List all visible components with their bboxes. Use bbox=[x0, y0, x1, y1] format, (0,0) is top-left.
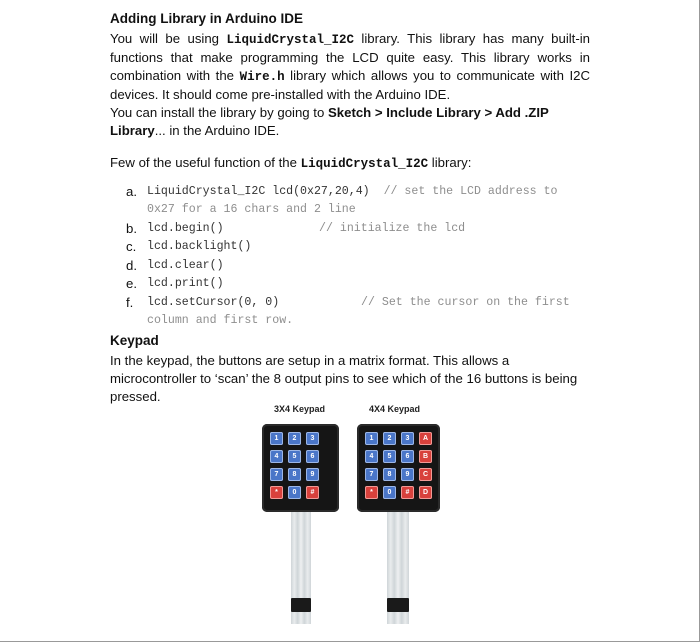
section-heading-keypad: Keypad bbox=[110, 332, 159, 348]
keypad-key: 9 bbox=[306, 468, 319, 481]
code: LiquidCrystal_I2C lcd(0x27,20,4) bbox=[147, 185, 370, 198]
list-marker: d. bbox=[126, 257, 137, 273]
code-comment-continued: column and first row. bbox=[147, 313, 294, 327]
text: You will be using bbox=[110, 31, 227, 46]
keypad-key: * bbox=[365, 486, 378, 499]
keypad-key: 5 bbox=[288, 450, 301, 463]
list-item bbox=[110, 275, 590, 293]
list-item bbox=[110, 257, 590, 275]
section-heading-library: Adding Library in Arduino IDE bbox=[110, 11, 303, 26]
keypad-key: 0 bbox=[288, 486, 301, 499]
list-item bbox=[110, 238, 590, 256]
keypad-4x4-label: 4X4 Keypad bbox=[369, 404, 421, 414]
keypad-key: * bbox=[270, 486, 283, 499]
text: library which allows you to communicate with I2C devices. It should come pre-installed with the Arduino IDE. bbox=[110, 68, 590, 102]
menu-path: Sketch > Include Library > Add .ZIP Library bbox=[110, 105, 549, 138]
keypad-key: 3 bbox=[306, 432, 319, 445]
code: lcd.setCursor(0, 0) bbox=[147, 295, 280, 309]
keypad-3x4-label: 3X4 Keypad bbox=[274, 404, 326, 414]
text: library: bbox=[428, 155, 472, 170]
code-comment: // initialize the lcd bbox=[319, 221, 466, 235]
list-item bbox=[110, 220, 590, 238]
inline-code-library: LiquidCrystal_I2C bbox=[300, 157, 429, 171]
keypad-key: 4 bbox=[365, 450, 378, 463]
keypad-key: 1 bbox=[365, 432, 378, 445]
list-item bbox=[110, 294, 590, 330]
keypad-key: 9 bbox=[401, 468, 414, 481]
keypad-key: 3 bbox=[401, 432, 414, 445]
list-marker: f. bbox=[126, 294, 134, 310]
keypad-key: B bbox=[419, 450, 432, 463]
keypad-key: 8 bbox=[383, 468, 396, 481]
keypad-key: A bbox=[419, 432, 432, 445]
keypad-key: 7 bbox=[270, 468, 283, 481]
keypad-figure bbox=[262, 402, 442, 634]
list-marker: e. bbox=[126, 276, 137, 291]
keypad-4x4-image bbox=[357, 424, 440, 512]
function-list bbox=[110, 183, 590, 330]
keypad-key: 8 bbox=[288, 468, 301, 481]
list-item bbox=[110, 183, 590, 219]
paragraph-install bbox=[110, 104, 590, 140]
list-marker: b. bbox=[126, 220, 137, 236]
code: lcd.clear() bbox=[147, 258, 224, 272]
connector-3x4 bbox=[291, 598, 311, 612]
keypad-key: 6 bbox=[401, 450, 414, 463]
list-marker: a. bbox=[126, 184, 137, 199]
inline-code-wire: Wire.h bbox=[239, 70, 285, 84]
keypad-key: 1 bbox=[270, 432, 283, 445]
inline-code-library: LiquidCrystal_I2C bbox=[226, 33, 354, 47]
keypad-key: C bbox=[419, 468, 432, 481]
connector-4x4 bbox=[387, 598, 409, 612]
paragraph-library-intro bbox=[110, 30, 590, 104]
keypad-key: 6 bbox=[306, 450, 319, 463]
code: lcd.print() bbox=[147, 277, 224, 290]
text: library. This library has many built-in functions that make programming the LCD quite easy. This library works in combination with the bbox=[110, 31, 590, 83]
keypad-key: D bbox=[419, 486, 432, 499]
keypad-3x4-image bbox=[262, 424, 339, 512]
code-comment: // Set the cursor on the first bbox=[361, 295, 570, 309]
code: lcd.backlight() bbox=[147, 240, 252, 253]
keypad-key: 7 bbox=[365, 468, 378, 481]
paragraph-functions-intro bbox=[110, 154, 590, 173]
code-comment-continued: 0x27 for a 16 chars and 2 line bbox=[147, 203, 356, 216]
keypad-key: 4 bbox=[270, 450, 283, 463]
document-body bbox=[110, 10, 590, 406]
text: You can install the library by going to bbox=[110, 105, 328, 120]
code: lcd.begin() bbox=[147, 221, 224, 235]
keypad-key: 5 bbox=[383, 450, 396, 463]
text: Few of the useful function of the bbox=[110, 155, 301, 170]
keypad-key: 0 bbox=[383, 486, 396, 499]
paragraph-keypad: In the keypad, the buttons are setup in a matrix format. This allows a microcontroller to ‘scan’ the 8 output pins to see which of the 16 buttons is being pressed. bbox=[110, 352, 578, 404]
keypad-key: # bbox=[306, 486, 319, 499]
keypad-key: 2 bbox=[288, 432, 301, 445]
text: ... in the Arduino IDE. bbox=[154, 123, 280, 138]
keypad-key: 2 bbox=[383, 432, 396, 445]
keypad-key: # bbox=[401, 486, 414, 499]
code-comment: // set the LCD address to bbox=[383, 185, 558, 198]
list-marker: c. bbox=[126, 239, 137, 254]
